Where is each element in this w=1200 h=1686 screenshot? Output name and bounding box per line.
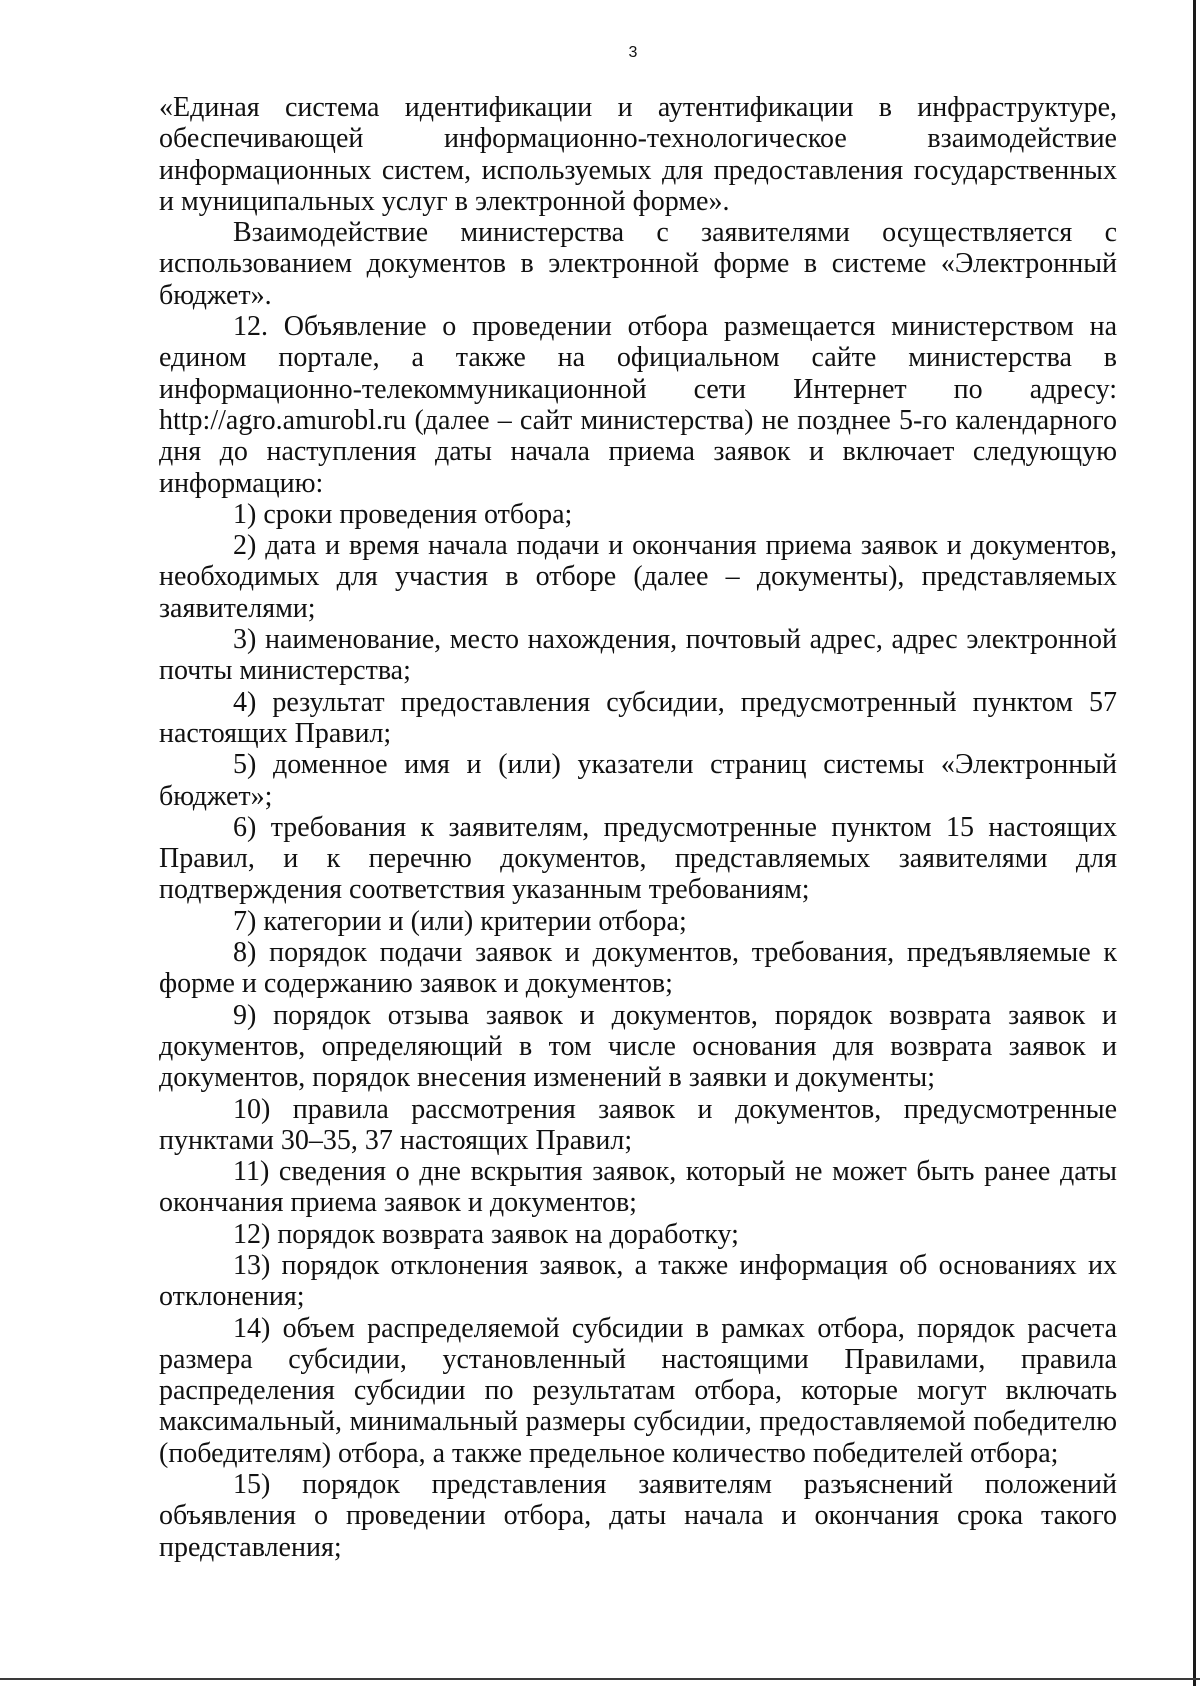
paragraph-item-12: 12. Объявление о проведении отбора размещается министерством на едином портале, а также на официальном сайте министерства в информационно-телекоммуникационной сети Интернет по адресу: http://agro.amurobl.ru (далее – сайт министерства) не позднее 5-го календарного дня до наступления даты начала приема заявок и включает следующую информацию: bbox=[159, 311, 1117, 499]
scan-edge-bottom bbox=[0, 1678, 1200, 1680]
list-item-13: 13) порядок отклонения заявок, а также информация об основаниях их отклонения; bbox=[159, 1249, 1117, 1313]
list-item-8: 8) порядок подачи заявок и документов, требования, предъявляемые к форме и содержанию заявок и документов; bbox=[159, 937, 1117, 1000]
scan-edge-right bbox=[1193, 0, 1196, 1686]
list-item-12: 12) порядок возврата заявок на доработку; bbox=[233, 1218, 739, 1250]
paragraph-continuation: «Единая система идентификации и аутентификации в инфраструктуре, обеспечивающей информационно-технологическое взаимодействие информационных систем, используемых для предоставления государственных и муниципальных услуг в электронной форме». bbox=[159, 92, 1117, 217]
list-item-10: 10) правила рассмотрения заявок и документов, предусмотренные пунктами 30–35, 37 настоящих Правил; bbox=[159, 1093, 1117, 1156]
list-item-14: 14) объем распределяемой субсидии в рамках отбора, порядок расчета размера субсидии, установленный настоящими Правилами, правила распределения субсидии по результатам отбора, которые могут включать максимальный, минимальный размеры субсидии, предоставляемой победителю (победителям) отбора, а также предельное количество победителей отбора; bbox=[159, 1312, 1117, 1469]
paragraph-interaction: Взаимодействие министерства с заявителями осуществляется с использованием документов в электронной форме в системе «Электронный бюджет». bbox=[159, 217, 1117, 311]
list-item-7: 7) категории и (или) критерии отбора; bbox=[233, 905, 687, 937]
document-body bbox=[159, 92, 1117, 1563]
list-item-11: 11) сведения о дне вскрытия заявок, который не может быть ранее даты окончания приема заявок и документов; bbox=[159, 1156, 1117, 1219]
list-item-5: 5) доменное имя и (или) указатели страниц системы «Электронный бюджет»; bbox=[159, 749, 1117, 812]
list-item-2: 2) дата и время начала подачи и окончания приема заявок и документов, необходимых для участия в отборе (далее – документы), представляемых заявителями; bbox=[159, 530, 1117, 624]
list-item-15: 15) порядок представления заявителям разъяснений положений объявления о проведении отбора, даты начала и окончания срока такого представления; bbox=[159, 1469, 1117, 1563]
page-number: 3 bbox=[628, 44, 638, 61]
list-item-9: 9) порядок отзыва заявок и документов, порядок возврата заявок и документов, определяющий в том числе основания для возврата заявок и документов, порядок внесения изменений в заявки и документы; bbox=[159, 999, 1117, 1094]
list-item-6: 6) требования к заявителям, предусмотренные пунктом 15 настоящих Правил, и к перечню документов, представляемых заявителями для подтверждения соответствия указанным требованиям; bbox=[159, 811, 1117, 906]
list-item-1: 1) сроки проведения отбора; bbox=[233, 498, 573, 530]
list-item-3: 3) наименование, место нахождения, почтовый адрес, адрес электронной почты министерства; bbox=[159, 624, 1117, 687]
list-item-4: 4) результат предоставления субсидии, предусмотренный пунктом 57 настоящих Правил; bbox=[159, 686, 1117, 749]
